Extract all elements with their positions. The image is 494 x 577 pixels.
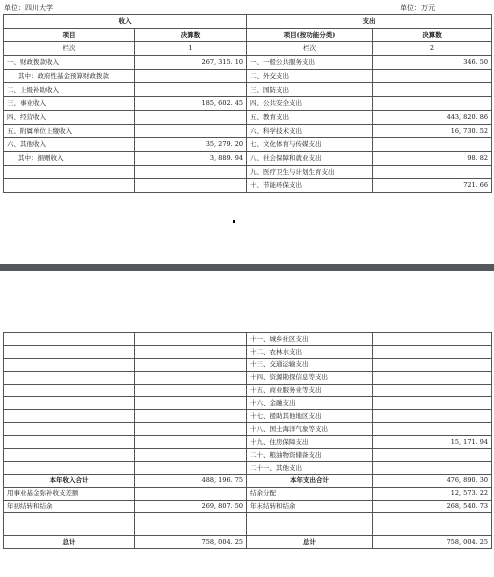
expense-amount: 721. 66 [373, 179, 492, 193]
income-amount [135, 358, 247, 371]
end-balance-value: 268, 540. 73 [373, 500, 492, 513]
income-amount [135, 423, 247, 436]
income-amount [135, 384, 247, 397]
income-amount: 3, 889. 94 [135, 151, 247, 165]
expense-total-label: 本年支出合计 [247, 474, 373, 487]
expense-item: 二、外交支出 [247, 69, 373, 83]
income-item: 二、上级补助收入 [4, 83, 135, 97]
income-amount [135, 449, 247, 462]
table-row [4, 69, 492, 83]
income-item [4, 165, 135, 179]
table-row [4, 436, 492, 449]
income-amount [135, 69, 247, 83]
table-row [4, 345, 492, 358]
expense-amount: 15, 171. 94 [373, 436, 492, 449]
unit-label: 单位：四川大学 [4, 4, 53, 12]
income-item: 一、财政拨款收入 [4, 56, 135, 70]
expense-amount [373, 461, 492, 474]
col-number-2: 2 [373, 42, 492, 56]
income-amount: 267, 315. 10 [135, 56, 247, 70]
end-balance-label: 年末结转和结余 [247, 500, 373, 513]
expense-amount [373, 97, 492, 111]
income-amount [135, 436, 247, 449]
income-amount [135, 397, 247, 410]
income-item [4, 436, 135, 449]
income-amount [135, 179, 247, 193]
table-row [4, 384, 492, 397]
expense-amount: 98. 82 [373, 151, 492, 165]
income-amount [135, 371, 247, 384]
expense-item: 十八、国土海洋气象等支出 [247, 423, 373, 436]
expense-amount: 16, 730. 52 [373, 124, 492, 138]
table-row [4, 371, 492, 384]
table-row [4, 461, 492, 474]
income-item: 五、附属单位上缴收入 [4, 124, 135, 138]
table-row [4, 487, 492, 500]
table-row [4, 97, 492, 111]
income-amount [135, 345, 247, 358]
statement-table-page2 [3, 332, 492, 549]
income-amount [135, 165, 247, 179]
statement-table-page1 [3, 14, 492, 193]
income-item [4, 384, 135, 397]
expense-item: 一、一般公共服务支出 [247, 56, 373, 70]
table-row [4, 124, 492, 138]
income-total-value: 488, 196. 75 [135, 474, 247, 487]
expense-amount [373, 333, 492, 346]
expense-item: 六、科学技术支出 [247, 124, 373, 138]
col-number-1: 1 [135, 42, 247, 56]
table-row [4, 358, 492, 371]
income-item: 三、事业收入 [4, 97, 135, 111]
table-row [4, 500, 492, 513]
expense-section-header: 支出 [247, 15, 492, 29]
expense-item: 十七、援助其他地区支出 [247, 410, 373, 423]
surplus-dist-label: 结余分配 [247, 487, 373, 500]
table-row [4, 410, 492, 423]
income-item [4, 345, 135, 358]
income-amount [135, 110, 247, 124]
grand-total-label-expense: 总计 [247, 536, 373, 549]
expense-amount [373, 165, 492, 179]
income-amount: 185, 602. 45 [135, 97, 247, 111]
expense-amount [373, 138, 492, 152]
expense-item: 七、文化体育与传媒支出 [247, 138, 373, 152]
surplus-dist-value: 12, 573. 22 [373, 487, 492, 500]
expense-item: 九、医疗卫生与计划生育支出 [247, 165, 373, 179]
income-item: 其中：政府性基金预算财政拨款 [4, 69, 135, 83]
expense-item: 十二、农林水支出 [247, 345, 373, 358]
income-amount: 35, 279. 20 [135, 138, 247, 152]
table-row [4, 513, 492, 536]
income-item [4, 449, 135, 462]
income-item [4, 358, 135, 371]
income-amount [135, 461, 247, 474]
expense-item: 八、社会保障和就业支出 [247, 151, 373, 165]
income-amount [135, 124, 247, 138]
income-item [4, 179, 135, 193]
fund-fill-value [135, 487, 247, 500]
expense-amount [373, 423, 492, 436]
expense-item: 三、国防支出 [247, 83, 373, 97]
expense-amount: 346. 50 [373, 56, 492, 70]
income-item: 其中：捐赠收入 [4, 151, 135, 165]
table-row [4, 333, 492, 346]
expense-amount [373, 83, 492, 97]
table-row [4, 397, 492, 410]
income-item: 四、经营收入 [4, 110, 135, 124]
grand-total-expense: 758, 004. 25 [373, 536, 492, 549]
income-item [4, 397, 135, 410]
expense-item-header: 项目(按功能分类) [247, 28, 373, 42]
expense-item: 二十一、其他支出 [247, 461, 373, 474]
begin-balance-value: 269, 807. 50 [135, 500, 247, 513]
table-row [4, 179, 492, 193]
begin-balance-label: 年初结转和结余 [4, 500, 135, 513]
income-item [4, 461, 135, 474]
expense-amount [373, 371, 492, 384]
expense-amount-header: 决算数 [373, 28, 492, 42]
table-row [4, 110, 492, 124]
expense-item: 十一、城乡社区支出 [247, 333, 373, 346]
grand-total-label-income: 总计 [4, 536, 135, 549]
income-item [4, 371, 135, 384]
expense-item: 四、公共安全支出 [247, 97, 373, 111]
grand-total-row [4, 536, 492, 549]
income-total-label: 本年收入合计 [4, 474, 135, 487]
income-amount [135, 333, 247, 346]
income-amount-header: 决算数 [135, 28, 247, 42]
table-row [4, 165, 492, 179]
table-row [4, 151, 492, 165]
expense-amount: 443, 820. 86 [373, 110, 492, 124]
expense-amount [373, 69, 492, 83]
total-row [4, 474, 492, 487]
row-label-expense: 栏次 [247, 42, 373, 56]
expense-amount [373, 358, 492, 371]
expense-item: 五、教育支出 [247, 110, 373, 124]
grand-total-income: 758, 004. 25 [135, 536, 247, 549]
page-marker [233, 220, 235, 223]
expense-item: 十、节能环保支出 [247, 179, 373, 193]
expense-amount [373, 449, 492, 462]
expense-total-value: 476, 890. 30 [373, 474, 492, 487]
row-label-income: 栏次 [4, 42, 135, 56]
fund-fill-label: 用事业基金弥补收支差额 [4, 487, 135, 500]
income-item [4, 423, 135, 436]
expense-item: 十六、金融支出 [247, 397, 373, 410]
income-item: 六、其他收入 [4, 138, 135, 152]
income-item [4, 410, 135, 423]
expense-item: 十四、资源勘探信息等支出 [247, 371, 373, 384]
expense-item: 十三、交通运输支出 [247, 358, 373, 371]
expense-amount [373, 345, 492, 358]
expense-item: 十九、住房保障支出 [247, 436, 373, 449]
income-item-header: 项目 [4, 28, 135, 42]
expense-amount [373, 384, 492, 397]
table-row [4, 56, 492, 70]
expense-amount [373, 397, 492, 410]
table-row [4, 449, 492, 462]
page-break-bar [0, 264, 494, 271]
income-item [4, 333, 135, 346]
expense-amount [373, 410, 492, 423]
table-row [4, 138, 492, 152]
income-section-header: 收入 [4, 15, 247, 29]
table-row [4, 83, 492, 97]
table-row [4, 423, 492, 436]
expense-item: 二十、粮油物资储备支出 [247, 449, 373, 462]
income-amount [135, 410, 247, 423]
income-amount [135, 83, 247, 97]
expense-item: 十五、商业服务业等支出 [247, 384, 373, 397]
currency-unit-label: 单位：万元 [400, 4, 435, 12]
